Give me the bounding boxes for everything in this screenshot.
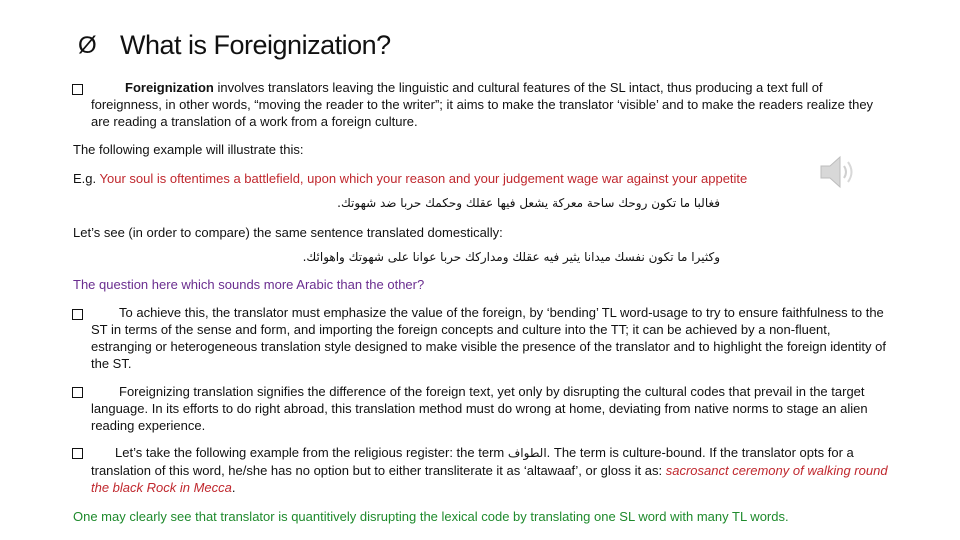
checkbox-bullet-icon <box>72 448 83 459</box>
example-arabic-foreignized: فغالبا ما تكون روحك ساحة معركة يشعل فيها عقلك وحكمك حربا ضد شهوتك. <box>337 196 720 210</box>
following-text: The following example will illustrate this: <box>73 142 304 157</box>
gloss-text: sacrosanct ceremony of walking round the black Rock in Mecca <box>91 463 888 495</box>
arrow-bullet-icon: Ø <box>78 32 97 59</box>
bullet-paragraph-achieve <box>91 304 891 372</box>
bullet-paragraph-foreignization <box>91 79 891 130</box>
compare-text: Let’s see (in order to compare) the same sentence translated domestically: <box>73 225 503 240</box>
conclusion-text: One may clearly see that translator is quantitively disrupting the lexical code by translating one SL word with many TL words. <box>73 509 789 524</box>
question-text: The question here which sounds more Arabic than the other? <box>73 277 425 292</box>
checkbox-bullet-icon <box>72 387 83 398</box>
title-text: What is Foreignization? <box>120 30 391 60</box>
bullet3-text: Foreignizing translation signifies the difference of the foreign text, yet only by disrupting the cultural codes that prevail in the target language. In its efforts to do right abroad, this translation method must do wrong at home, deviating from native norms to stage an alien reading experience. <box>91 384 868 433</box>
arabic-term-tawaaf: الطواف <box>507 446 547 460</box>
bullet4-text-before: Let’s take the following example from the religious register: the term <box>115 445 508 460</box>
example-arabic-domesticated: وكثيرا ما تكون نفسك ميدانا يثير فيه عقلك ومداركك حربا عوانا على شهوتك واهوائك. <box>302 250 720 264</box>
bullet2-text: To achieve this, the translator must emphasize the value of the foreign, by ‘bending’ TL word-usage to try to ensure faithfulness to the ST in terms of the sense and form, and importing the foreign concepts and culture into the TT; it can be achieved by a non-fluent, estranging or heterogeneous translation style designed to make visible the presence of the translator and to highlight the foreign identity of the ST. <box>91 305 886 371</box>
bullet1-text: involves translators leaving the linguistic and cultural features of the SL intact, thus producing a text full of foreignness, in other words, “moving the reader to the writer”; it aims to make the translator ‘visible’ and to make the readers realize they are reading a translation of a work from a foreign culture. <box>91 80 874 129</box>
bullet4-text-after: . The term is culture-bound. If the translator opts for a translation of this word, he/she has no option but to either transliterate it as ‘altawaaf’, or gloss it as: <box>91 445 854 478</box>
term-foreignization: Foreignization <box>125 80 214 95</box>
bullet4-text-end: . <box>231 480 236 495</box>
bullet-paragraph-example <box>91 444 891 496</box>
example-english <box>73 170 747 187</box>
example-prefix: E.g. <box>73 171 100 186</box>
checkbox-bullet-icon <box>72 309 83 320</box>
speaker-icon[interactable] <box>818 154 858 190</box>
bullet-paragraph-foreignizing <box>91 383 881 434</box>
checkbox-bullet-icon <box>72 84 83 95</box>
example-english-sentence: Your soul is oftentimes a battlefield, upon which your reason and your judgement wage war against your appetite <box>99 171 748 186</box>
